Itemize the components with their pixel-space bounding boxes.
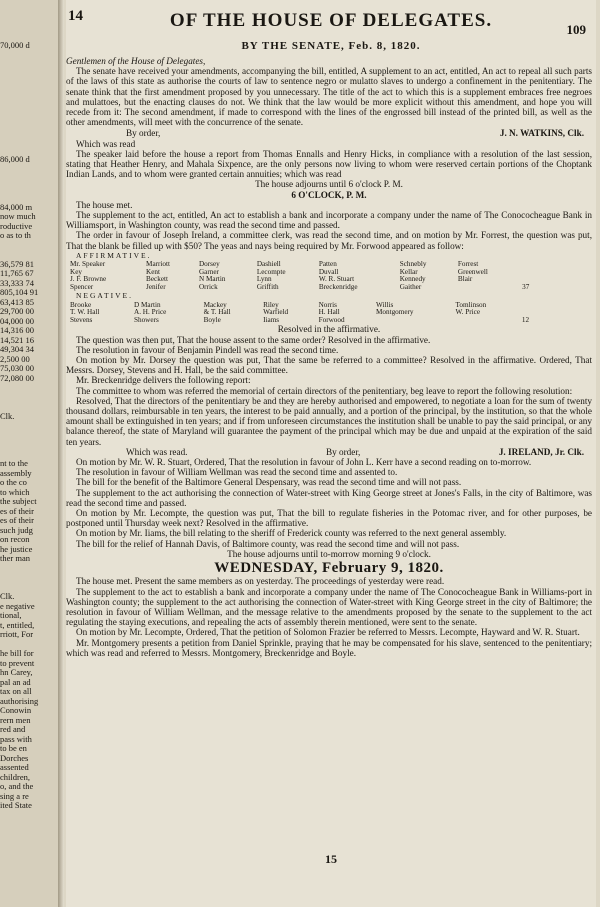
vote-name: D Martin: [134, 300, 161, 309]
fisheries-motion: On motion by Mr. Lecompte, the question was put, That the bill to regulate fisheries in the Potomac river, and for other purposes, be postponed until Thursday week next? Resolved in the affirmative.: [66, 508, 592, 529]
senate-clerk-signature: J. N. WATKINS, Clk.: [499, 128, 584, 139]
margin-fragment: assented: [0, 762, 29, 772]
affirmative-label: AFFIRMATIVE.: [76, 250, 152, 260]
sprinkle-petition: Mr. Montgomery presents a petition from Daniel Sprinkle, praying that he may be compensated for his slave, sentenced to the penitentiary; which was read and referred to Messrs. Montgomery, Breckenridge and Boyle.: [66, 637, 592, 658]
vote-name: Kennedy: [399, 275, 426, 284]
margin-fragment: 04,000 00: [0, 315, 34, 326]
which-was-read: Which was read: [76, 138, 136, 149]
vote-name: Jenifer: [146, 282, 166, 291]
breckenridge-report: Mr. Breckenridge delivers the following report:: [76, 375, 251, 386]
negative-votes-table: [68, 302, 541, 325]
vote-name: Warfield: [263, 308, 289, 317]
margin-fragment: he justice: [0, 543, 33, 554]
book-gutter: [58, 0, 64, 907]
vote-count-spacer: [520, 261, 541, 269]
senate-signature-line: [66, 128, 592, 138]
hannah-davis-bill: The bill for the relief of Hannah Davis, of Baltimore county, was read the second time and will not pass.: [76, 538, 460, 549]
margin-fragment: authorising: [0, 695, 39, 706]
margin-fragment: Conowin: [0, 705, 32, 715]
vote-count: 12: [521, 315, 530, 324]
vote-name: [374, 317, 454, 325]
vote-name: Duvall: [318, 267, 339, 276]
margin-fragment: 84,000 m: [0, 201, 33, 212]
ireland-order: The order in favour of Joseph Ireland, a committee clerk, was read the second time, and on motion by Mr. Forrest, the question was put, That the blank be filled up with $50? The yeas and nays being required by Mr. Forwood appeared as follow:: [66, 230, 592, 251]
vote-name: Willis: [376, 300, 394, 309]
vote-name: Key: [70, 267, 82, 276]
margin-fragment: now much: [0, 211, 36, 221]
vote-name: Patten: [318, 260, 337, 269]
margin-fragment: 49,304 34: [0, 344, 34, 354]
vote-row: [68, 317, 541, 325]
ireland-signature-line: [66, 447, 592, 457]
vote-name: [454, 317, 520, 325]
by-order-label: By order,: [126, 128, 161, 139]
dispensary-bill: The bill for the benefit of the Baltimore General Despensary, was read the second time and will not pass.: [76, 477, 462, 488]
margin-fragment: Clk.: [0, 591, 15, 601]
margin-fragment: pass with: [0, 733, 32, 744]
margin-fragment: to be en: [0, 743, 27, 753]
margin-fragment: tax on all: [0, 686, 32, 696]
pindell-resolution: The resolution in favour of Benjamin Pindell was read the second time.: [76, 344, 339, 355]
vote-name: Stevens: [70, 315, 93, 324]
margin-fragment: hn Carey,: [0, 667, 33, 677]
margin-fragment: e negative: [0, 600, 35, 611]
vote-name: T. W. Hall: [70, 308, 100, 317]
penitentiary-resolution: Resolved, That the directors of the penitentiary be and they are hereby authorised and empowered, to negotiate a loan for the sum of twenty thousand dollars, reimbursable in ten years, the interest to be paid annually, and a portion of the principal, by the institution, so that the whole amount shall be extinguished in ten years; and if from unforeseen circumstances the institution shall be unable to pay the said principal, or any balance thereof, the state of Maryland will guarantee the payment of the principal which may be due and unpaid at the expiration of the said ten years.: [66, 395, 592, 447]
margin-fragment: t, entitled,: [0, 619, 35, 630]
margin-fragment: 2,500 00: [0, 353, 30, 364]
ireland-signature: J. IRELAND, Jr. Clk.: [498, 446, 584, 457]
margin-fragment: rern men: [0, 714, 31, 725]
house-met: The house met.: [76, 199, 133, 210]
negative-label: NEGATIVE.: [76, 291, 133, 301]
margin-fragment: 29,700 00: [0, 306, 34, 316]
margin-fragment: on recon: [0, 534, 30, 544]
margin-fragment: 14,316 00: [0, 325, 34, 335]
senate-header: BY THE SENATE, Feb. 8, 1820.: [241, 40, 421, 52]
journal-text-upper: [66, 56, 592, 658]
wednesday-supplements: The supplement to the act to establish a bank and incorporate a company under the name of The Conococheague Bank in Williams-port in Washington county; the supplement to the act authorising the connection of Water-street with King George street in the city of Baltimore; the resolution in favour of William Wellman, and the message relative to the amendments proposed by the senate to the supplement to the act regulating the staying executions, and repealing the acts of assembly therein mentioned, were sent to the senate.: [66, 586, 592, 628]
vote-name: Orrick: [198, 282, 218, 291]
vote-name: Dorsey: [198, 260, 220, 269]
ireland-which-was-read: Which was read.: [126, 446, 188, 457]
margin-fragment: 75,030 00: [0, 363, 34, 373]
bank-supplement: The supplement to the act, entitled, An act to establish a bank and incorporate a company under the name of The Conococheague Bank in Williamsport, in Washington county, was read the second time and passed.: [66, 210, 592, 231]
frazier-petition: On motion by Mr. Lecompte, Ordered, That the petition of Solomon Frazier be referred to Messrs. Lecompte, Hayward and W. R. Stuart.: [76, 627, 580, 638]
vote-name: W. Price: [455, 308, 481, 317]
margin-fragment: o, and the: [0, 781, 34, 791]
vote-name: [456, 284, 520, 292]
speaker-report: The speaker laid before the house a report from Thomas Ennalls and Henry Hicks, in compliance with a resolution of the last session, stating that Heather Henry, and Mahala Sixpence, are the only persons now living to whom were reserved certain portions of the Choptank Indian Lands, and to whom were granted certain annuities; which was read: [66, 148, 592, 180]
margin-fragment: such judg: [0, 524, 33, 535]
vote-name: H. Hall: [318, 308, 340, 317]
wellman-resolution: The resolution in favour of William Wellman was read the second time and assented to.: [76, 467, 398, 478]
margin-fragment: to prevent: [0, 657, 35, 668]
vote-name: Greenwell: [457, 267, 488, 276]
vote-name: Schnebly: [399, 260, 427, 269]
vote-name: Beckett: [146, 275, 168, 284]
committee-report: The committee to whom was referred the memorial of certain directors of the penitentiary, beg leave to report the following resolution:: [76, 385, 573, 396]
margin-fragment: nt to the: [0, 458, 28, 468]
vote-name: Kent: [146, 267, 161, 276]
margin-fragment: ited State: [0, 800, 32, 810]
vote-name: J. F. Browne: [70, 275, 107, 284]
vote-count-spacer: [520, 302, 542, 310]
vote-name: Iiams: [263, 315, 280, 324]
vote-name: Montgomery: [376, 308, 414, 317]
margin-fragment: o as to th: [0, 230, 31, 240]
resolved-affirmative: Resolved in the affirmative.: [277, 324, 381, 335]
adjournment-six: The house adjourns until 6 o'clock P. M.: [255, 179, 403, 190]
vote-name: Spencer: [70, 282, 94, 291]
wednesday-heading: WEDNESDAY, February 9, 1820.: [214, 560, 444, 577]
margin-fragment: o the co: [0, 477, 27, 487]
document-page: [66, 0, 596, 907]
dorsey-motion: On motion by Mr. Dorsey the question was put, That the same be referred to a committee? Resolved in the affirmative. Ordered, That Messrs. Dorsey, Stevens and H. Hall, be the said committee.: [66, 355, 592, 376]
salutation: Gentlemen of the House of Delegates,: [66, 56, 206, 66]
vote-row: [68, 284, 541, 292]
margin-fragment: ther man: [0, 553, 30, 563]
margin-fragment: es of their: [0, 515, 34, 525]
vote-name: Mackey: [203, 300, 227, 309]
page-number-right: 109: [566, 22, 586, 37]
vote-row: [68, 276, 541, 284]
footer-signature-number: 15: [325, 852, 337, 866]
vote-name: Griffith: [256, 282, 279, 291]
water-street-supplement: The supplement to the act authorising the connection of Water-street with King George street at Jones's Falls, in the city of Baltimore, was read the second time and passed.: [66, 487, 592, 508]
vote-name: Blair: [457, 275, 473, 284]
vote-name: Forrest: [457, 260, 479, 269]
margin-fragment: 14,521 16: [0, 334, 34, 345]
stuart-motion: On motion by Mr. W. R. Stuart, Ordered, That the resolution in favour of John L. Kerr have a second reading on to-morrow.: [76, 457, 532, 468]
running-head: OF THE HOUSE OF DELEGATES.: [169, 10, 493, 31]
margin-fragment: tional,: [0, 610, 22, 620]
margin-fragment: es of their: [0, 505, 34, 516]
adjournment-morning: The house adjourns until to-morrow morning 9 o'clock.: [227, 548, 431, 559]
vote-count: 37: [522, 282, 530, 291]
vote-name: Norris: [318, 300, 337, 309]
question-put: The question was then put, That the house assent to the same order? Resolved in the affirmative.: [76, 334, 431, 345]
margin-fragment: 36,579 81: [0, 258, 34, 269]
vote-name: Breckenridge: [318, 282, 358, 291]
vote-name: Riley: [263, 300, 279, 309]
vote-name: & T. Hall: [203, 308, 231, 317]
margin-fragment: sing a re: [0, 790, 29, 801]
margin-fragment: 72,080 00: [0, 372, 34, 383]
ireland-by-order: By order,: [325, 446, 361, 457]
page-number-left: 14: [68, 8, 83, 24]
vote-name: Showers: [134, 315, 159, 324]
margin-fragment: pal an ad: [0, 676, 31, 687]
vote-name: N Martin: [198, 275, 226, 284]
margin-fragment: 70,000 d: [0, 40, 30, 50]
vote-name: Tomlinson: [455, 300, 487, 309]
margin-fragment: children,: [0, 771, 30, 782]
margin-fragment: Dorches: [0, 752, 29, 763]
vote-name: Boyle: [203, 315, 221, 324]
vote-name: Forwood: [318, 315, 345, 324]
margin-fragment: rriott, For: [0, 629, 34, 639]
vote-count-spacer: [520, 269, 541, 277]
margin-fragment: Clk.: [0, 410, 15, 421]
margin-fragment: red and: [0, 724, 26, 734]
vote-name: Kellar: [399, 267, 418, 276]
margin-fragment: 86,000 d: [0, 154, 30, 164]
vote-name: Mr. Speaker: [70, 260, 106, 269]
margin-fragment: he bill for: [0, 648, 34, 658]
senate-message-body: The senate have received your amendments, accompanying the bill, entitled, A supplement to an act, entitled, An act to repeal all such parts of the laws of this state as authorise the courts of law to sentence negro or mulatto slaves to undergo a confinement in the penitentiary. The senate think that the first amendment proposed by you unnecessary. The title of the act to which this is a supplement embraces free negroes and mulattoes, but the enacting clauses do not. We think that the law would be more explicit without this amendment, and hope you will recede from it: The second amendment, if made to correspond with the lines of the engrossed bill instead of the printed bill, as well as the other amendments, will meet with the concurrence of the senate.: [66, 66, 592, 128]
vote-name: Lecompte: [256, 267, 286, 276]
vote-name: A. H. Price: [134, 308, 167, 317]
margin-fragment: 11,765 67: [0, 268, 34, 278]
vote-name: Garner: [198, 267, 219, 276]
vote-name: Brooke: [70, 300, 92, 309]
margin-fragment: roductive: [0, 220, 33, 231]
six-oclock-heading: 6 O'CLOCK, P. M.: [291, 189, 367, 200]
vote-name: Marriott: [146, 260, 170, 269]
left-margin-previous-page: [0, 0, 62, 907]
margin-fragment: 33,333 74: [0, 277, 34, 288]
iiams-motion: On motion by Mr. Iiams, the bill relating to the sheriff of Frederick county was referred to the next general assembly.: [76, 528, 507, 539]
margin-fragment: 805,104 91: [0, 287, 39, 297]
margin-fragment: the subject: [0, 496, 37, 506]
margin-fragment: assembly: [0, 467, 32, 478]
wednesday-house-met: The house met. Present the same members as on yesterday. The proceedings of yesterday were read.: [76, 576, 445, 587]
vote-name: Gaither: [399, 282, 422, 291]
vote-name: Lynn: [256, 275, 272, 284]
margin-fragment: 63,413 85: [0, 296, 34, 307]
affirmative-votes-table: [68, 261, 541, 291]
vote-name: W. R. Stuart: [318, 275, 355, 284]
vote-name: Dashiell: [256, 260, 281, 269]
margin-fragment: to which: [0, 486, 30, 497]
